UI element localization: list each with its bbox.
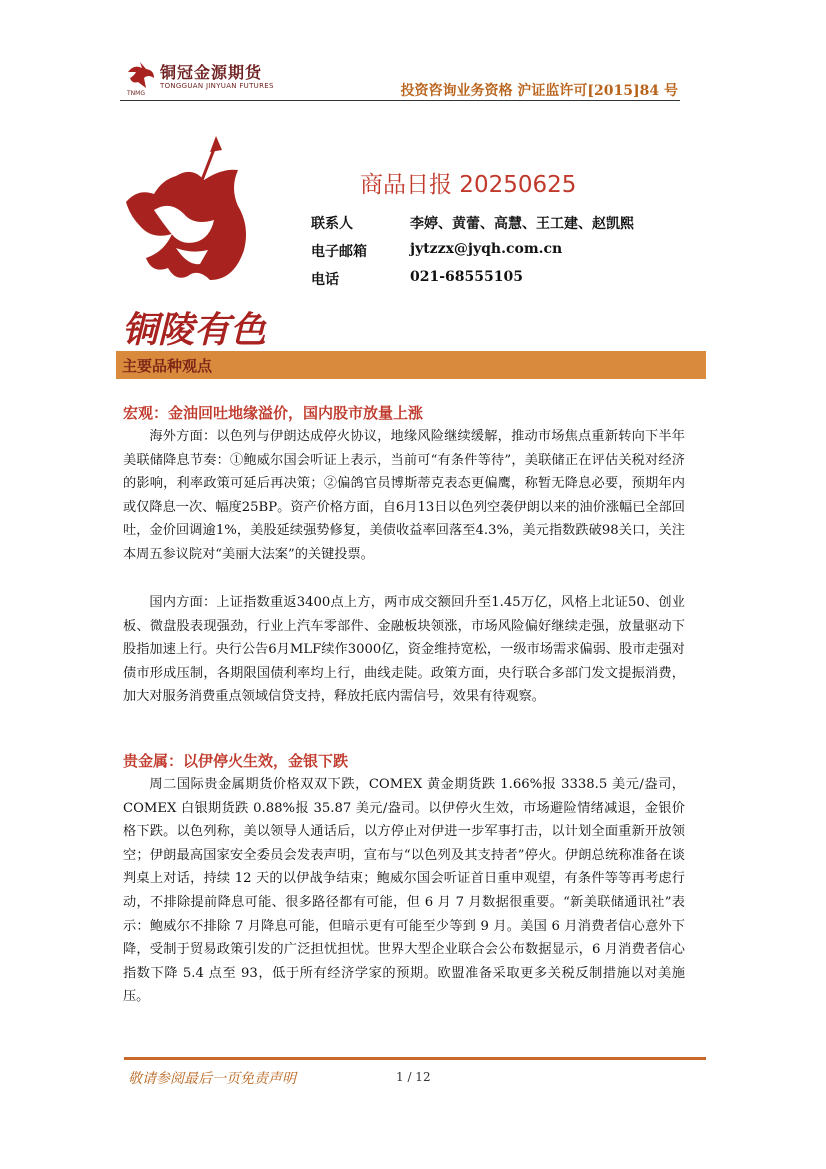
company-abbr: TNMG (127, 90, 145, 97)
phone-label: 电话 (311, 272, 339, 288)
precious-metals-heading: 贵金属：以伊停火生效，金银下跌 (123, 752, 349, 770)
footer-divider (124, 1057, 706, 1060)
company-logo-icon (124, 58, 158, 92)
section-title: 主要品种观点 (122, 357, 213, 375)
header-divider (120, 100, 680, 101)
precious-metals-paragraph: 周二国际贵金属期货价格双双下跌，COMEX 黄金期货跌 1.66%报 3338.5 美元/盎司，COMEX 白银期货跌 0.88%报 35.87 美元/盎司。以伊停火生效，市场避险情绪减退，金银价格下跌。以色列称，美以领导人通话后，以方停止对伊进一步军事打击，以计划全面重新开放领空；伊朗最高国家安全委员会发表声明，宣布与“以色列及其支持者”停火。伊朗总统称准备在谈判桌上对话，持续 12 天的以伊战争结束；鲍威尔国会听证首日重申观望，有条件等等再考虑行动，不排除提前降息可能、很多路径都有可能，但 6 月 7 月数据很重要。“新美联储通讯社”表示：鲍威尔不排除 7 月降息可能，但暗示更有可能至少等到 9 月。美国 6 月消费者信心意外下降，受制于贸易政策引发的广泛担忧担忧。世界大型企业联合会公布数据显示，6 月消费者信心指数下降 5.4 点至 93，低于所有经济学家的预期。欧盟准备采取更多关税反制措施以对美施压。 (123, 777, 685, 1005)
disclaimer-note: 敬请参阅最后一页免责声明 (128, 1071, 296, 1087)
macro-paragraph-domestic: 国内方面：上证指数重返3400点上方，两市成交额回升至1.45万亿，风格上北证50、创业板、微盘股表现强劲，行业上汽车零部件、金融板块领涨，市场风险偏好继续走强，放量驱动下股指加速上行。央行公告6月MLF续作3000亿，资金维持宽松，一级市场需求偏弱、股市走强对债市形成压制，各期限国债利率均上行，曲线走陡。政策方面，央行联合多部门发文提振消费，加大对服务消费重点领域信贷支持，释放托底内需信号，效果有待观察。 (123, 595, 685, 705)
company-name-en: TONGGUAN JINYUAN FUTURES (160, 82, 274, 90)
macro-paragraph-overseas: 海外方面：以色列与伊朗达成停火协议，地缘风险继续缓解，推动市场焦点重新转向下半年美联储降息节奏：①鲍威尔国会听证上表示，当前可“有条件等待”，美联储正在评估关税对经济的影响，利率政策可延后再决策；②偏鸽官员博斯蒂克表态更偏鹰，称暂无降息必要，预期年内或仅降息一次、幅度25BP。资产价格方面，自6月13日以色列空袭伊朗以来的油价涨幅已全部回吐，金价回调逾1%，美股延续强势修复，美债收益率回落至4.3%，美元指数跌破98关口，关注本周五参议院对“美丽大法案”的关键投票。 (123, 429, 685, 562)
email-link[interactable]: jytzzx@jyqh.com.cn (410, 241, 563, 257)
email-label: 电子邮箱 (311, 244, 367, 260)
macro-heading: 宏观：金油回吐地缘溢价，国内股市放量上涨 (123, 404, 424, 422)
phone-value: 021-68555105 (410, 269, 523, 285)
company-name-cn: 铜冠金源期货 (160, 63, 263, 82)
license-text: 投资咨询业务资格 沪证监许可[2015]84 号 (400, 83, 678, 99)
section-header-bar (116, 351, 706, 379)
calligraphy-text: 铜陵有色 (122, 309, 267, 351)
contact-label: 联系人 (311, 216, 353, 232)
contact-value: 李婷、黄蕾、高慧、王工建、赵凯熙 (410, 216, 634, 232)
tongling-youse-logo-icon (118, 130, 293, 355)
page-number: 1 / 12 (396, 1070, 431, 1084)
report-title: 商品日报 20250625 (360, 172, 577, 198)
